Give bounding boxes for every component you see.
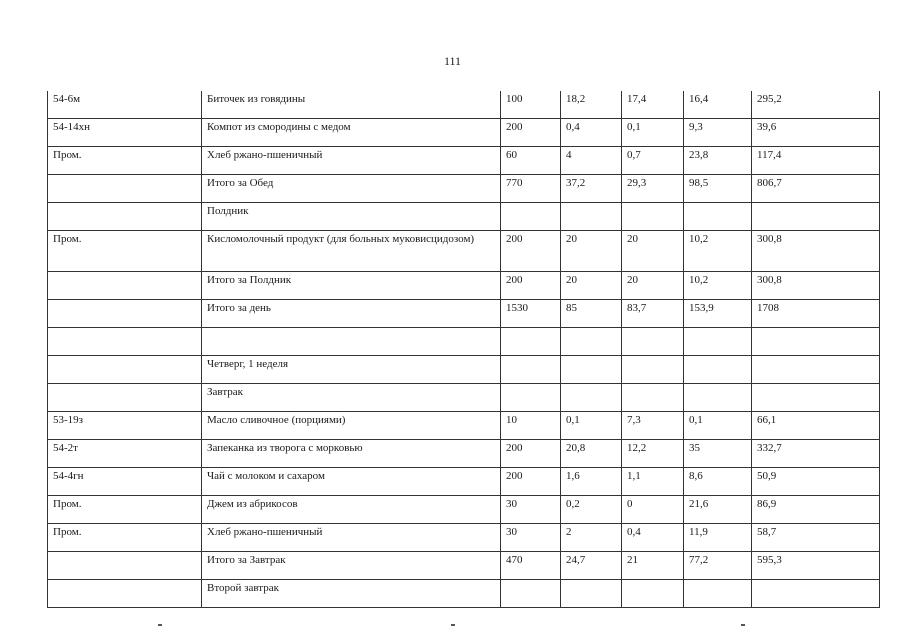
cell-fat: 21 [622,552,684,580]
cell-fat [622,356,684,384]
cell-dish: Полдник [202,203,501,231]
cell-code: Пром. [48,147,202,175]
cell-kcal: 595,3 [752,552,880,580]
cell-weight [501,203,561,231]
cell-carbs [684,356,752,384]
cell-weight: 1530 [501,300,561,328]
cell-dish: Второй завтрак [202,580,501,608]
cell-protein: 20 [561,231,622,272]
cell-code: 54-4гн [48,468,202,496]
cell-weight: 200 [501,468,561,496]
cell-fat: 0 [622,496,684,524]
cell-carbs: 11,9 [684,524,752,552]
cell-protein [561,580,622,608]
table-row [48,91,880,119]
cell-code [48,272,202,300]
cell-dish [202,328,501,356]
cell-protein: 37,2 [561,175,622,203]
cell-weight [501,580,561,608]
cell-carbs [684,580,752,608]
cell-fat: 0,4 [622,524,684,552]
cell-kcal: 1708 [752,300,880,328]
cell-dish: Итого за Обед [202,175,501,203]
table-row [48,580,880,608]
cell-protein: 20 [561,272,622,300]
cell-carbs [684,203,752,231]
cell-kcal [752,384,880,412]
cell-kcal: 117,4 [752,147,880,175]
table-row [48,175,880,203]
cell-carbs: 98,5 [684,175,752,203]
cell-fat: 17,4 [622,91,684,119]
cell-fat: 20 [622,231,684,272]
cell-weight: 10 [501,412,561,440]
cell-code [48,300,202,328]
cell-dish: Джем из абрикосов [202,496,501,524]
table-row [48,468,880,496]
cell-fat [622,384,684,412]
table-row [48,328,880,356]
cell-carbs [684,384,752,412]
cell-weight [501,328,561,356]
cell-dish: Итого за день [202,300,501,328]
cell-protein: 85 [561,300,622,328]
cell-protein: 20,8 [561,440,622,468]
table-row [48,119,880,147]
cell-protein [561,203,622,231]
cell-weight: 200 [501,231,561,272]
scan-mark [158,624,162,626]
cell-code [48,552,202,580]
cell-dish: Чай с молоком и сахаром [202,468,501,496]
cell-dish: Хлеб ржано-пшеничный [202,524,501,552]
cell-dish: Компот из смородины с медом [202,119,501,147]
cell-weight: 200 [501,272,561,300]
page-number: 111 [443,54,462,68]
cell-fat: 20 [622,272,684,300]
cell-kcal: 39,6 [752,119,880,147]
cell-carbs: 10,2 [684,231,752,272]
cell-fat: 0,7 [622,147,684,175]
cell-weight: 200 [501,440,561,468]
cell-carbs: 9,3 [684,119,752,147]
cell-dish: Биточек из говядины [202,91,501,119]
cell-kcal [752,203,880,231]
cell-weight: 60 [501,147,561,175]
cell-carbs: 77,2 [684,552,752,580]
cell-kcal: 66,1 [752,412,880,440]
table-row [48,272,880,300]
cell-carbs [684,328,752,356]
table-row [48,496,880,524]
cell-weight: 100 [501,91,561,119]
cell-code [48,580,202,608]
cell-protein: 18,2 [561,91,622,119]
scan-mark [451,624,455,626]
table-row [48,384,880,412]
cell-protein: 24,7 [561,552,622,580]
cell-weight: 30 [501,524,561,552]
cell-kcal: 300,8 [752,272,880,300]
cell-code: Пром. [48,231,202,272]
table-row [48,231,880,272]
cell-carbs: 23,8 [684,147,752,175]
cell-kcal [752,328,880,356]
cell-protein: 2 [561,524,622,552]
cell-protein: 0,1 [561,412,622,440]
cell-protein: 4 [561,147,622,175]
table-row [48,552,880,580]
cell-fat [622,203,684,231]
cell-fat: 12,2 [622,440,684,468]
cell-fat: 83,7 [622,300,684,328]
cell-weight: 200 [501,119,561,147]
cell-fat: 1,1 [622,468,684,496]
cell-code: 54-2т [48,440,202,468]
cell-fat: 7,3 [622,412,684,440]
cell-fat [622,580,684,608]
cell-weight: 770 [501,175,561,203]
table-row [48,300,880,328]
scan-mark [741,624,745,626]
cell-dish: Завтрак [202,384,501,412]
cell-dish: Масло сливочное (порциями) [202,412,501,440]
table-row [48,203,880,231]
cell-weight [501,384,561,412]
cell-dish: Итого за Полдник [202,272,501,300]
cell-protein: 1,6 [561,468,622,496]
cell-code: Пром. [48,524,202,552]
cell-carbs: 35 [684,440,752,468]
cell-dish: Четверг, 1 неделя [202,356,501,384]
cell-fat: 29,3 [622,175,684,203]
cell-code: 54-6м [48,91,202,119]
cell-protein: 0,2 [561,496,622,524]
cell-kcal: 300,8 [752,231,880,272]
cell-kcal: 806,7 [752,175,880,203]
cell-kcal: 86,9 [752,496,880,524]
cell-carbs: 10,2 [684,272,752,300]
cell-kcal: 332,7 [752,440,880,468]
cell-dish: Кисломолочный продукт (для больных муковисцидозом) [202,231,501,272]
cell-kcal [752,580,880,608]
table-row [48,147,880,175]
table-row [48,412,880,440]
cell-carbs: 0,1 [684,412,752,440]
cell-code [48,384,202,412]
cell-kcal [752,356,880,384]
cell-protein [561,356,622,384]
menu-table-body [48,91,880,608]
cell-weight [501,356,561,384]
cell-carbs: 8,6 [684,468,752,496]
cell-weight: 470 [501,552,561,580]
table-row [48,356,880,384]
cell-protein [561,384,622,412]
cell-dish: Хлеб ржано-пшеничный [202,147,501,175]
menu-table [47,91,880,608]
cell-dish: Запеканка из творога с морковью [202,440,501,468]
cell-code [48,203,202,231]
cell-fat: 0,1 [622,119,684,147]
table-row [48,440,880,468]
cell-carbs: 153,9 [684,300,752,328]
table-row [48,524,880,552]
cell-kcal: 50,9 [752,468,880,496]
cell-kcal: 295,2 [752,91,880,119]
cell-weight: 30 [501,496,561,524]
cell-protein [561,328,622,356]
cell-carbs: 16,4 [684,91,752,119]
cell-dish: Итого за Завтрак [202,552,501,580]
cell-code: Пром. [48,496,202,524]
cell-code: 54-14хн [48,119,202,147]
cell-code [48,175,202,203]
cell-code [48,356,202,384]
cell-kcal: 58,7 [752,524,880,552]
cell-protein: 0,4 [561,119,622,147]
cell-fat [622,328,684,356]
cell-code: 53-19з [48,412,202,440]
cell-code [48,328,202,356]
cell-carbs: 21,6 [684,496,752,524]
